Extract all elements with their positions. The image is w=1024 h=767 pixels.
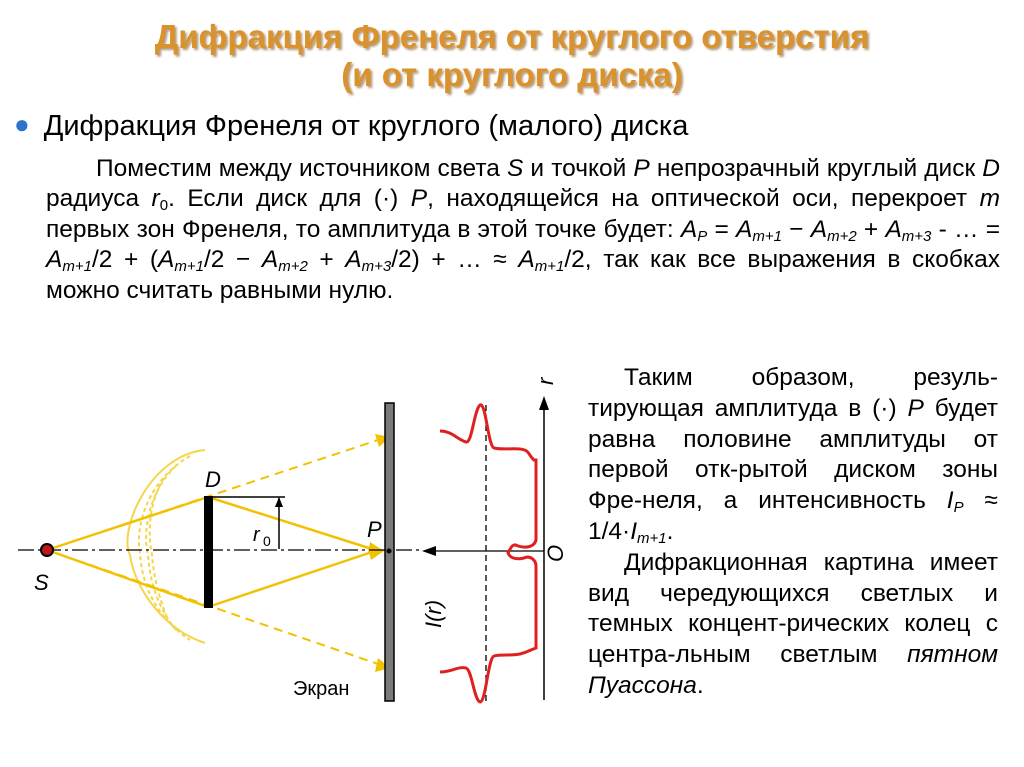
symbol-A: A	[810, 215, 828, 243]
op-equals: =	[707, 215, 737, 243]
ray-source-bottom	[47, 550, 208, 607]
symbol-A: A	[158, 246, 175, 274]
label-r-axis: r	[533, 377, 558, 385]
para-text: Поместим между источником света	[96, 155, 507, 182]
para-text: . Если диск для (·)	[168, 185, 411, 213]
text: .	[696, 671, 704, 699]
conclusion-text	[588, 363, 998, 702]
conclusion-paragraph-2	[588, 548, 998, 702]
label-P: P	[367, 517, 382, 542]
title-line-1: Дифракция Френеля от круглого отверстия	[154, 18, 870, 55]
sub-m2: m+2	[278, 258, 308, 276]
symbol-A: A	[261, 246, 279, 274]
op-half: /2 + (	[91, 246, 159, 274]
symbol-A: A	[345, 246, 362, 274]
label-screen: Экран	[293, 678, 350, 700]
opaque-disk	[204, 496, 213, 608]
sub-m1: m+1	[637, 529, 667, 547]
para-text: первых зон Френеля, то амплитуда в этой точке будет:	[46, 215, 681, 243]
op-plus: +	[307, 246, 346, 274]
symbol-P: P	[907, 394, 924, 422]
symbol-D: D	[982, 155, 1000, 182]
bullet-text: Дифракция Френеля от круглого (малого) диска	[43, 110, 689, 142]
symbol-A: A	[680, 215, 698, 243]
sub-m1: m+1	[534, 258, 565, 276]
ray-bottom-to-P	[208, 552, 372, 607]
op-close: /2) + … ≈	[391, 246, 519, 274]
source-point	[41, 544, 53, 556]
slide-title	[0, 18, 1024, 94]
label-r-sub: 0	[263, 533, 271, 549]
intensity-curve	[440, 405, 536, 702]
symbol-P: P	[633, 155, 650, 182]
op-plus: +	[856, 215, 886, 243]
para-text: и точкой	[523, 155, 634, 182]
text: Дифракционная картина имеет вид чередующихся светлых и темных концент-рических колец с центра-льным светлым	[588, 548, 998, 669]
r-axis-arrow-icon	[539, 396, 549, 410]
label-origin: O	[543, 544, 568, 562]
sub-m1: m+1	[62, 258, 92, 276]
symbol-I: I	[946, 487, 954, 515]
symbol-m: m	[979, 185, 1000, 213]
label-D: D	[205, 467, 221, 492]
sub-m3: m+3	[361, 258, 392, 276]
bullet-heading	[14, 108, 688, 144]
symbol-A: A	[518, 246, 535, 274]
sub-m3: m+3	[901, 227, 932, 245]
symbol-I: I	[630, 517, 638, 545]
para-text: , находящейся на оптической оси, перекроет	[427, 185, 980, 213]
text: Таким образом, резуль-тирующая амплитуда в (·)	[588, 364, 998, 422]
para-text: радиуса	[46, 185, 152, 213]
symbol-S: S	[506, 155, 524, 182]
op-half-minus: /2 −	[203, 246, 262, 274]
title-line-2: (и от круглого диска)	[341, 56, 683, 93]
poisson-spot-term: пятном Пуассона	[588, 641, 998, 699]
point-P	[387, 549, 392, 554]
symbol-r-sub: 0	[159, 197, 169, 215]
symbol-A: A	[46, 246, 63, 274]
fresnel-disk-diagram	[0, 360, 590, 760]
label-r: r	[253, 524, 260, 546]
text: .	[666, 517, 674, 545]
para-text: /2, так как все выражения в скобках можно считать равными нулю.	[46, 246, 1001, 304]
para-text: непрозрачный круглый диск	[649, 155, 983, 182]
text: будет равна половине амплитуды от первой отк-рытой диском зоны Фре-неля, а интенсивность	[588, 394, 998, 515]
intensity-axis-arrow-icon	[422, 546, 436, 556]
sub-P: P	[697, 227, 708, 245]
bullet-dot-icon: ●	[14, 109, 30, 139]
symbol-r: r	[151, 185, 160, 213]
wavefronts	[127, 450, 205, 643]
ray-top-to-P	[208, 497, 372, 549]
conclusion-paragraph-1	[588, 363, 998, 548]
symbol-P: P	[410, 185, 428, 213]
sub-m1: m+1	[752, 227, 782, 245]
intro-paragraph	[46, 154, 1000, 306]
symbol-A: A	[885, 215, 902, 243]
sub-m1: m+1	[174, 258, 204, 276]
label-S: S	[34, 570, 49, 595]
op-minus: −	[781, 215, 811, 243]
radius-indicator	[213, 497, 285, 549]
op-dots: - … =	[931, 215, 1001, 243]
symbol-A: A	[736, 215, 753, 243]
sub-m2: m+2	[827, 227, 857, 245]
text: ≈ 1/4·	[588, 487, 998, 545]
sub-P: P	[953, 499, 964, 517]
radius-arrowhead	[275, 497, 283, 507]
label-intensity: I(r)	[421, 599, 446, 628]
